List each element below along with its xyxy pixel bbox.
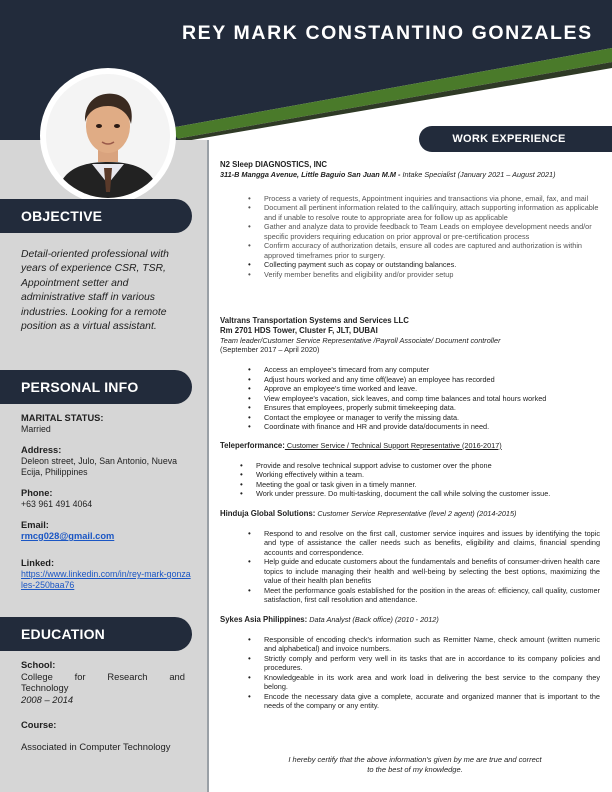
job-company: N2 Sleep DIAGNOSTICS, INC	[220, 160, 328, 169]
job-duty: • Meeting the goal or task given in a timely manner.	[238, 480, 600, 490]
address-label: Address:	[21, 445, 62, 455]
job-role: Customer Service Representative (level 2 agent) (2014-2015)	[315, 509, 517, 518]
job-duty: • Gather and analyze data to provide feedback to Team Leads on employee development needs and/or specific providers requiring education on prior approval or pre-certification process	[246, 222, 600, 241]
job-duty: • Working effectively within a team.	[238, 470, 600, 480]
job-duty: • Help guide and educate customers about the fundamentals and benefits of consumer-driven health care topics to include managing their health and well-being by selecting the best options, maximizing the value of their health plan benefits	[246, 557, 600, 586]
job-duty: • Encode the necessary data give a complete, accurate and organized manner that is important to the needs of the company or any entity.	[246, 692, 600, 711]
job-address: Rm 2701 HDS Tower, Cluster F, JLT, DUBAI	[220, 325, 378, 335]
education-heading	[10, 617, 192, 651]
job-duty: • Document all pertinent information related to the call/inquiry, attach supporting information as applicable and if unable to resolve route to appropriate area for follow up as applicable	[246, 203, 600, 222]
certification-statement	[250, 755, 580, 775]
job-dates: (September 2017 – April 2020)	[220, 345, 320, 355]
job-company: Sykes Asia Philippines:	[220, 615, 308, 624]
job-duty: • Provide and resolve technical support advise to customer over the phone	[238, 461, 600, 471]
job-duty: • Respond to and resolve on the first call, customer service inquires and issues by identifying the topic and type of assistance the caller needs such as benefits, eligibility and claims, financial spending accounts and correspondence.	[246, 529, 600, 558]
job-role: Team leader/Customer Service Representative /Payroll Associate/ Document controller	[220, 335, 501, 345]
job-duty: • Work under pressure. Do multi-tasking, document the call while solving the customer issue.	[238, 489, 600, 499]
job-duty: • Approve an employee's time worked and leave.	[246, 384, 600, 394]
certification-line: to the best of my knowledge.	[367, 765, 463, 774]
school-label: School:	[21, 659, 56, 670]
email-label: Email:	[21, 520, 49, 530]
marital-label: MARITAL STATUS:	[21, 413, 104, 423]
work-experience-heading: WORK EXPERIENCE	[419, 126, 599, 152]
job-valtrans	[220, 316, 600, 432]
job-duty: • Verify member benefits and eligibility and/or provider setup	[246, 270, 600, 280]
phone	[21, 488, 191, 510]
course	[21, 719, 185, 752]
job-duty: • Adjust hours worked and any time off(leave) an employee has recorded	[246, 375, 600, 385]
phone-value: +63 961 491 4064	[21, 499, 93, 509]
linkedin-link[interactable]: https://www.linkedin.com/in/rey-mark-gonzales-250baa76	[21, 569, 191, 590]
sidebar-divider	[207, 140, 209, 792]
marital-status	[21, 413, 191, 435]
job-duty: • View employee's vacation, sick leaves, and comp time balances and total hours worked	[246, 394, 600, 404]
job-duties	[220, 194, 600, 280]
job-company: Teleperformance:	[220, 441, 285, 450]
phone-label: Phone:	[21, 488, 53, 498]
job-company: Valtrans Transportation Systems and Services LLC	[220, 316, 409, 325]
objective-heading-label: OBJECTIVE	[21, 208, 103, 224]
address-value: Deleon street, Julo, San Antonio, Nueva Ecija, Philippines	[21, 456, 177, 477]
job-duty: • Responsible of encoding check's information such as Remitter Name, check amount (written numeric and alphabetical) and invoice numbers.	[246, 635, 600, 654]
job-address: 311-B Mangga Avenue, Little Baguio San Juan M.M -	[220, 169, 401, 179]
job-duties	[220, 529, 600, 605]
job-duties	[220, 461, 600, 499]
job-duty: • Collecting payment such as copay or outstanding balances.	[246, 260, 600, 270]
profile-photo-icon	[46, 74, 170, 198]
job-teleperformance	[220, 441, 600, 499]
job-duty: • Knowledgeable in its work area and work load in delivering the best service to the company they belong.	[246, 673, 600, 692]
job-n2-sleep	[220, 160, 600, 279]
school-name-line2: Technology	[21, 682, 69, 693]
job-role: Customer Service / Technical Support Representative (2016-2017)	[284, 441, 502, 450]
job-company: Hinduja Global Solutions:	[220, 509, 316, 518]
job-sykes	[220, 615, 600, 711]
personal-info-heading-label: PERSONAL INFO	[21, 379, 139, 395]
job-duties	[220, 365, 600, 432]
marital-value: Married	[21, 424, 51, 434]
school-word: Research	[107, 670, 148, 682]
school-years: 2008 – 2014	[21, 693, 74, 705]
linkedin	[21, 558, 191, 591]
course-label: Course:	[21, 719, 57, 730]
job-duty: • Confirm accuracy of authorization details, ensure all codes are captured and authorization is within approved timeframes prior to surgery.	[246, 241, 600, 260]
education-heading-label: EDUCATION	[21, 626, 105, 642]
objective-text: Detail-oriented professional with years of experience CSR, TSR, Appointment setter and administrative staff in various industries. Looking for a remote position as a virtual assistant.	[21, 249, 169, 333]
linkedin-label: Linked:	[21, 558, 55, 568]
certification-line: I hereby certify that the above information's given by me are true and correct	[288, 755, 542, 764]
job-duty: • Contact the employee or manager to verify the missing data.	[246, 413, 600, 423]
job-role: Intake Specialist (January 2021 – August 2021)	[400, 169, 556, 179]
job-duties	[220, 635, 600, 711]
course-value: Associated in Computer Technology	[21, 740, 171, 752]
school-name-line1	[21, 671, 185, 683]
job-duty: • Strictly comply and perform very well in its tasks that are in accordance to its company policies and procedures.	[246, 654, 600, 673]
candidate-name: REY MARK CONSTANTINO GONZALES	[182, 22, 593, 44]
address	[21, 445, 191, 478]
job-duty: • Access an employee's timecard from any computer	[246, 365, 600, 375]
job-hinduja	[220, 509, 600, 605]
job-duty: • Meet the performance goals established for the position in the areas of: efficiency, call quality, customer satisfaction, first call resolution and attendance.	[246, 586, 600, 605]
job-duty: • Coordinate with finance and HR and provide data/documents in need.	[246, 422, 600, 432]
job-duty: • Ensures that employees, properly submit timekeeping data.	[246, 403, 600, 413]
job-role: Data Analyst (Back office) (2010 - 2012)	[307, 615, 439, 624]
job-duty: • Process a variety of requests, Appointment inquiries and transactions via phone, email, fax, and mail	[246, 194, 600, 204]
objective-heading	[10, 199, 192, 233]
school	[21, 659, 185, 705]
school-word: College	[21, 670, 53, 682]
school-word: and	[169, 670, 185, 682]
email	[21, 520, 191, 542]
email-link[interactable]: rmcg028@gmail.com	[21, 531, 115, 541]
school-word: for	[74, 670, 86, 682]
personal-info-heading	[10, 370, 192, 404]
profile-photo	[40, 68, 176, 204]
